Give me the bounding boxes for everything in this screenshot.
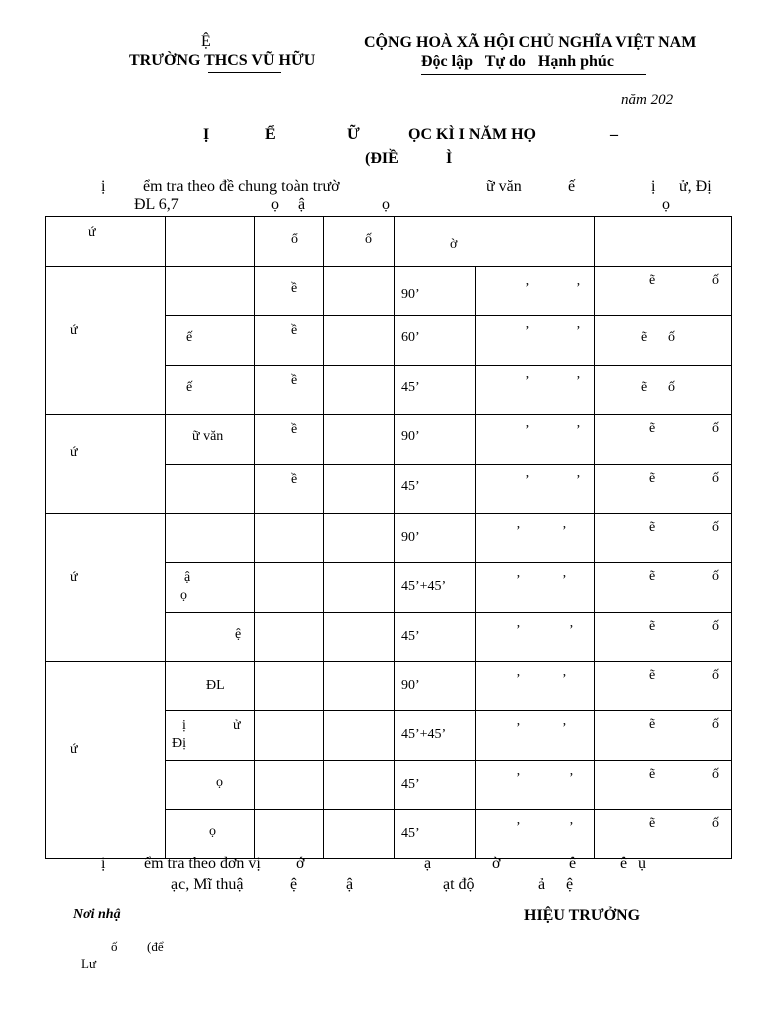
time-text: ’	[562, 721, 567, 737]
title-part: Ì	[446, 150, 453, 167]
col3-text: ề	[291, 422, 298, 437]
note-text: ố	[712, 470, 719, 486]
note-text: ẽ	[649, 421, 656, 436]
subject: ế	[186, 379, 193, 395]
subject: ọ	[209, 823, 216, 839]
header-text: ứ	[88, 225, 96, 240]
footer-text: ả	[538, 876, 546, 893]
subject: ị	[182, 718, 186, 734]
group-label: ứ	[70, 445, 78, 460]
footer-text: ạt độ	[443, 876, 475, 893]
motto-underline	[421, 74, 646, 75]
note-text: ố	[712, 668, 719, 683]
time-text: ’	[576, 324, 581, 340]
note-text: ố	[668, 330, 675, 346]
note-text: ẽ	[649, 668, 656, 683]
group-label: ứ	[70, 323, 78, 338]
footer-text: ớ	[296, 855, 305, 872]
time-text: ’	[516, 721, 521, 737]
duration: 45’	[401, 825, 420, 841]
header-cell	[255, 217, 324, 267]
title-part: ỌC KÌ I NĂM HỌ	[408, 126, 536, 143]
time-text: ’	[576, 281, 581, 296]
header-cell	[324, 217, 395, 267]
time-text: ’	[516, 524, 521, 539]
duration: 45’	[401, 478, 420, 494]
school-name-underline	[208, 72, 281, 73]
duration: 45’	[401, 628, 420, 644]
duration: 45’+45’	[401, 579, 447, 595]
duration: 90’	[401, 287, 420, 302]
footer-text: ểm tra theo đơn vị	[144, 855, 261, 872]
note-text: ố	[712, 520, 719, 535]
time-text: ’	[576, 472, 581, 488]
recipients-heading: Nơi nhậ	[73, 907, 121, 922]
footer-text: ờ	[492, 855, 501, 872]
table-row	[46, 267, 732, 316]
subject: ế	[186, 330, 193, 346]
title-part: Ữ	[347, 126, 360, 143]
footer-text: ê	[620, 855, 628, 872]
group-label-cell	[46, 267, 166, 415]
intro-text: ọ	[271, 196, 279, 213]
note-text: ẽ	[649, 470, 656, 486]
intro-text: ị	[101, 178, 106, 195]
intro-text: ĐL 6,7	[134, 196, 179, 213]
note-text: ẽ	[649, 569, 656, 585]
signature-title: HIỆU TRƯỞNG	[524, 907, 641, 924]
header-text: ổ	[291, 232, 298, 247]
title-part: –	[610, 126, 618, 143]
footer-text: ệ	[566, 876, 574, 893]
subject: ĐL	[206, 678, 225, 693]
note-text: ẽ	[649, 815, 656, 831]
header-text: ờ	[450, 237, 458, 252]
note-text: ẽ	[649, 717, 656, 733]
header-cell	[595, 217, 732, 267]
intro-text: ọ	[382, 196, 390, 213]
group-label-cell	[46, 415, 166, 514]
header-cell	[166, 217, 255, 267]
duration: 60’	[401, 330, 420, 346]
time-text: ’	[562, 672, 567, 687]
col3-text: ề	[291, 281, 298, 296]
time-text: ’	[569, 819, 574, 835]
intro-text: ử, Đị	[679, 178, 712, 195]
intro-text: ế	[568, 178, 576, 195]
note-text: ẽ	[649, 273, 656, 288]
subject: ọ	[216, 774, 223, 790]
recipient-item: Lư	[81, 956, 96, 971]
time-text: ’	[569, 622, 574, 638]
note-text: ẽ	[649, 520, 656, 535]
title-part: Ể	[265, 126, 276, 143]
recipient-item: (để	[147, 939, 164, 954]
duration: 90’	[401, 530, 420, 545]
subject-line2: ọ	[180, 588, 187, 604]
note-text: ố	[712, 569, 719, 585]
intro-text: ọ	[662, 196, 670, 213]
time-text: ’	[525, 373, 530, 389]
duration: 45’	[401, 379, 420, 395]
col3-text: ề	[291, 323, 298, 339]
motto: Độc lập Tự do Hạnh phúc	[421, 53, 614, 70]
time-text: ’	[525, 324, 530, 340]
note-text: ẽ	[641, 330, 648, 346]
group-label-cell	[46, 662, 166, 859]
duration: 90’	[401, 678, 420, 693]
table-row	[46, 415, 732, 465]
header-left-line1: Ệ	[201, 33, 211, 50]
table-header-row	[46, 217, 732, 267]
time-text: ’	[516, 819, 521, 835]
footer-text: ị	[101, 855, 106, 872]
duration: 45’+45’	[401, 727, 447, 743]
header-cell	[46, 217, 166, 267]
footer-text: ê	[569, 855, 577, 872]
title-part: Ị	[203, 126, 210, 143]
header-cell	[395, 217, 595, 267]
recipient-item: ố	[111, 939, 118, 954]
time-text: ’	[516, 573, 521, 589]
note-text: ẽ	[649, 766, 656, 782]
subject: ậ	[184, 570, 191, 586]
time-text: ’	[562, 524, 567, 539]
footer-text: ạ	[424, 855, 432, 872]
note-text: ố	[712, 421, 719, 436]
col3-text: ề	[291, 471, 298, 487]
title-part: (ĐIỀ	[365, 150, 399, 167]
group-label: ứ	[70, 742, 78, 757]
note-text: ố	[712, 618, 719, 634]
group-label: ứ	[70, 570, 78, 585]
table-row	[46, 662, 732, 711]
intro-text: ữ văn	[486, 178, 522, 195]
subject: ệ	[235, 626, 242, 642]
note-text: ố	[668, 379, 675, 395]
intro-text: ểm tra theo đề chung toàn trườ	[143, 178, 340, 195]
subject: ử	[233, 718, 241, 734]
time-text: ’	[516, 672, 521, 687]
intro-text: ị	[651, 178, 656, 195]
duration: 90’	[401, 429, 420, 444]
time-text: ’	[562, 573, 567, 589]
time-text: ’	[525, 281, 530, 296]
footer-text: ụ	[638, 855, 646, 872]
time-text: ’	[576, 423, 581, 438]
time-text: ’	[525, 423, 530, 438]
school-name: TRƯỜNG THCS VŨ HỮU	[129, 52, 316, 69]
duration: 45’	[401, 776, 420, 792]
note-text: ố	[712, 766, 719, 782]
table-row	[46, 514, 732, 563]
republic-title: CỘNG HOÀ XÃ HỘI CHỦ NGHĨA VIỆT NAM	[364, 34, 697, 51]
note-text: ố	[712, 273, 719, 288]
footer-text: ậ	[346, 876, 354, 893]
footer-text: ạc, Mĩ thuậ	[171, 876, 244, 893]
header-text: ố	[365, 232, 372, 247]
date-text: năm 202	[621, 92, 674, 108]
time-text: ’	[525, 472, 530, 488]
note-text: ẽ	[641, 379, 648, 395]
time-text: ’	[569, 770, 574, 786]
note-text: ẽ	[649, 618, 656, 634]
exam-schedule-table	[45, 216, 732, 859]
intro-text: ậ	[298, 196, 306, 213]
time-text: ’	[516, 770, 521, 786]
col3-text: ề	[291, 372, 298, 388]
subject-line2: Đị	[172, 736, 186, 752]
note-text: ố	[712, 717, 719, 733]
time-text: ’	[516, 622, 521, 638]
time-text: ’	[576, 373, 581, 389]
group-label-cell	[46, 514, 166, 662]
note-text: ố	[712, 815, 719, 831]
footer-text: ệ	[290, 876, 298, 893]
subject: ữ văn	[192, 429, 224, 444]
